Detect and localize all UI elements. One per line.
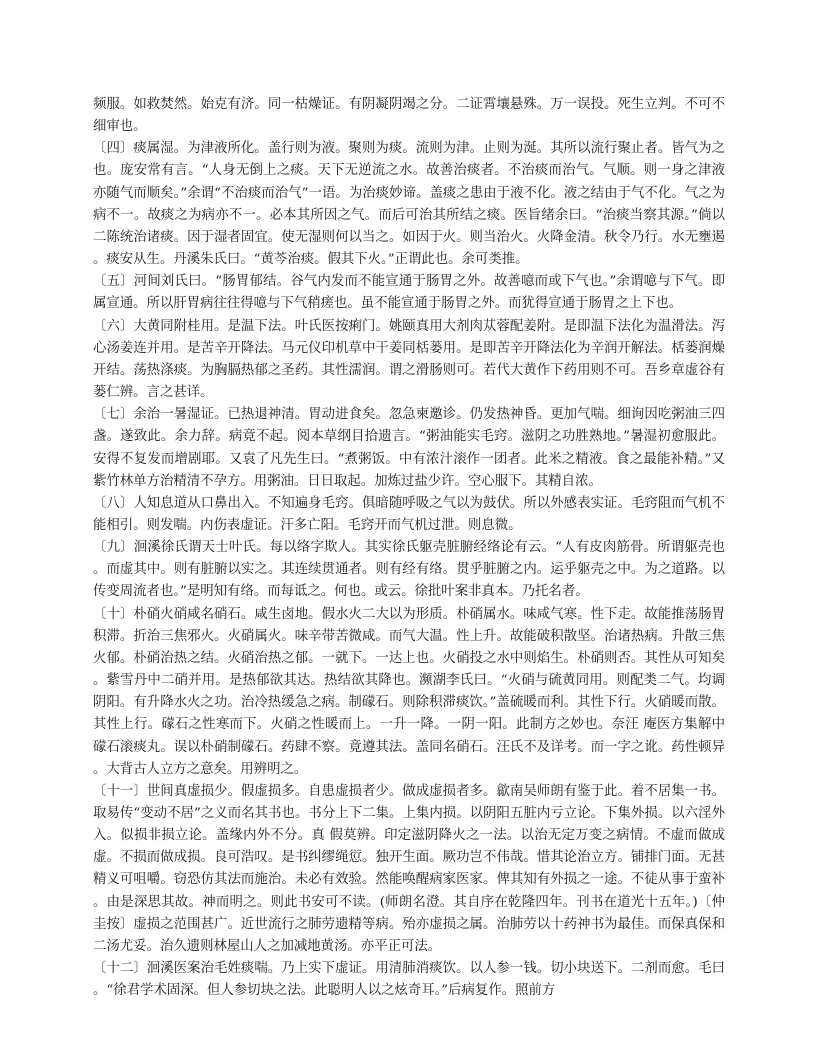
paragraph-4-phlegm: 〔四〕痰属湿。为津液所化。盖行则为液。聚则为痰。流则为津。止则为涎。其所以流行聚止者。皆气为之也。庞安常有言。“人身无倒上之痰。天下无逆流之水。故善治痰者。不治痰而治气。气顺。则一身之津液亦随气而顺矣。”余谓“不治痰而治气”一语。为治痰妙谛。盖痰之患由于液不化。液之结由于气不化。气之为病不一。故痰之为病亦不一。必本其所因之气。而后可治其所结之痰。医旨绪余曰。“治痰当察其源。”倘以二陈统治诸痰。因于湿者固宜。使无湿则何以当之。如因于火。则当治火。火降金清。秋令乃行。水无壅遏。痰安从生。丹溪朱氏曰。“黄芩治痰。假其下火。”正谓此也。余可类推。 — [93, 141, 725, 268]
document-page — [93, 94, 725, 1002]
paragraph-8-pores: 〔八〕人知息道从口鼻出入。不知遍身毛窍。俱暗随呼吸之气以为鼓伏。所以外感表实证。毛窍阻而气机不能相引。则发喘。内伤表虚证。汗多亡阳。毛窍开而气机过泄。则息微。 — [93, 495, 725, 533]
paragraph-9-meridians: 〔九〕洄溪徐氏谓天士叶氏。每以络字欺人。其实徐氏躯壳脏腑经络论有云。“人有皮肉筋骨。所谓躯壳也。而虚其中。则有脏腑以实之。其连续贯通者。则有经有络。贯乎脏腑之内。运乎躯壳之中。为之道路。以传变周流者也。”是明知有络。而每诋之。何也。或云。徐批叶案非真本。乃托名者。 — [93, 540, 725, 600]
paragraph-11-deficiency: 〔十一〕世间真虚损少。假虚损多。自患虚损者少。做成虚损者多。歙南吴师朗有鉴于此。着不居集一书。取易传“变动不居”之义而名其书也。书分上下二集。上集内损。以阴阳五脏内亏立论。下集外损。以六淫外入。似损非损立论。盖缘内外不分。真 假莫辨。印定滋阴降火之一法。以治无定万变之病情。不虚而做成虚。不损而做成损。良可浩叹。是书纠缪绳愆。独开生面。厥功岂不伟哉。惜其论治立方。铺排门面。无甚精义可咀嚼。窃恐仿其法而施治。未必有效验。然能唤醒病家医家。俾其知有外损之一途。不徒从事于蛮补。由是深思其故。神而明之。则此书安可不读。(师朗名澄。其自序在乾隆四年。刊书在道光十五年。)〔仲圭按〕虚损之范围甚广。近世流行之肺劳遗精等病。殆亦虚损之属。治肺劳以十药神书为最佳。而保真保和二汤尤妥。治久遗则林屋山人之加减地黄汤。亦平正可法。 — [93, 783, 725, 954]
paragraph-10-saltpeter: 〔十〕朴硝火硝咸名硝石。咸生卤地。假水火二大以为形质。朴硝属水。味咸气寒。性下走。故能推荡肠胃积滞。折治三焦邪火。火硝属火。味辛带苦微咸。而气大温。性上升。故能破积散坚。治诸热病。升散三焦火郁。朴硝治热之结。火硝治热之郁。一就下。一达上也。火硝投之水中则焰生。朴硝则否。其性从可知矣。紫雪丹中二硝并用。是热郁欲其达。热结欲其降也。濒湖李氏曰。“火硝与硫黄同用。则配类二气。均调阴阳。有升降水火之功。治冷热缓急之病。制礞石。则除积滞痰饮。”盖硫暖而利。其性下行。火硝暖而散。其性上行。礞石之性寒而下。火硝之性暖而上。一升一降。一阴一阳。此制方之妙也。奈汪 庵医方集解中礞石滚痰丸。误以朴硝制礞石。药肆不察。竟遵其法。盖同名硝石。汪氏不及详考。而一字之讹。药性顿异。大背古人立方之意矣。用辨明之。 — [93, 606, 725, 777]
paragraph-continuation: 频服。如救焚然。始克有济。同一枯燥证。有阴凝阴竭之分。二证霄壤悬殊。万一误投。死生立判。不可不细审也。 — [93, 97, 725, 135]
paragraph-6-warm-purge: 〔六〕大黄同附桂用。是温下法。叶氏医按痢门。姚颐真用大剂肉苁蓉配姜附。是即温下法化为温滑法。泻心汤姜连并用。是苦辛开降法。马元仪印机草中干姜同栝蒌用。是即苦辛开降法化为辛润开解法。栝蒌润燥开结。荡热涤痰。为胸膈热郁之圣药。其性濡润。谓之滑肠则可。若代大黄作下药用则不可。吾乡章虚谷有蒌仁辨。言之甚详。 — [93, 318, 725, 401]
paragraph-7-congee-oil: 〔七〕余治一暑湿证。已热退神清。胃动进食矣。忽急柬邀诊。仍发热神昏。更加气喘。细询因吃粥油三四盏。遂致此。余力辞。病竟不起。阅本草纲目拾遗言。“粥油能实毛窍。滋阴之功胜熟地。”暑湿初愈服此。安得不复发而增剧耶。又袁了凡先生曰。“煮粥饭。中有浓汁滚作一团者。此米之精液。食之最能补精。”又紫竹林单方治精清不孕方。用粥油。日日取起。加炼过盐少许。空心服下。其精自浓。 — [93, 407, 725, 489]
paragraph-5-belching: 〔五〕河间刘氏曰。“肠胃郁结。谷气内发而不能宣通于肠胃之外。故善噫而或下气也。”余谓噫与下气。即属宣通。所以肝胃病往往得噫与下气稍瘥也。虽不能宣通于肠胃之外。而犹得宣通于肠胃之上下也。 — [93, 274, 725, 312]
paragraph-12-asthma: 〔十二〕洄溪医案治毛姓痰喘。乃上实下虚证。用清肺消痰饮。以人参一钱。切小块送下。二剂而愈。毛曰。“徐君学术固深。但人参切块之法。此聪明人以之炫奇耳。”后病复作。照前方 — [93, 961, 725, 999]
